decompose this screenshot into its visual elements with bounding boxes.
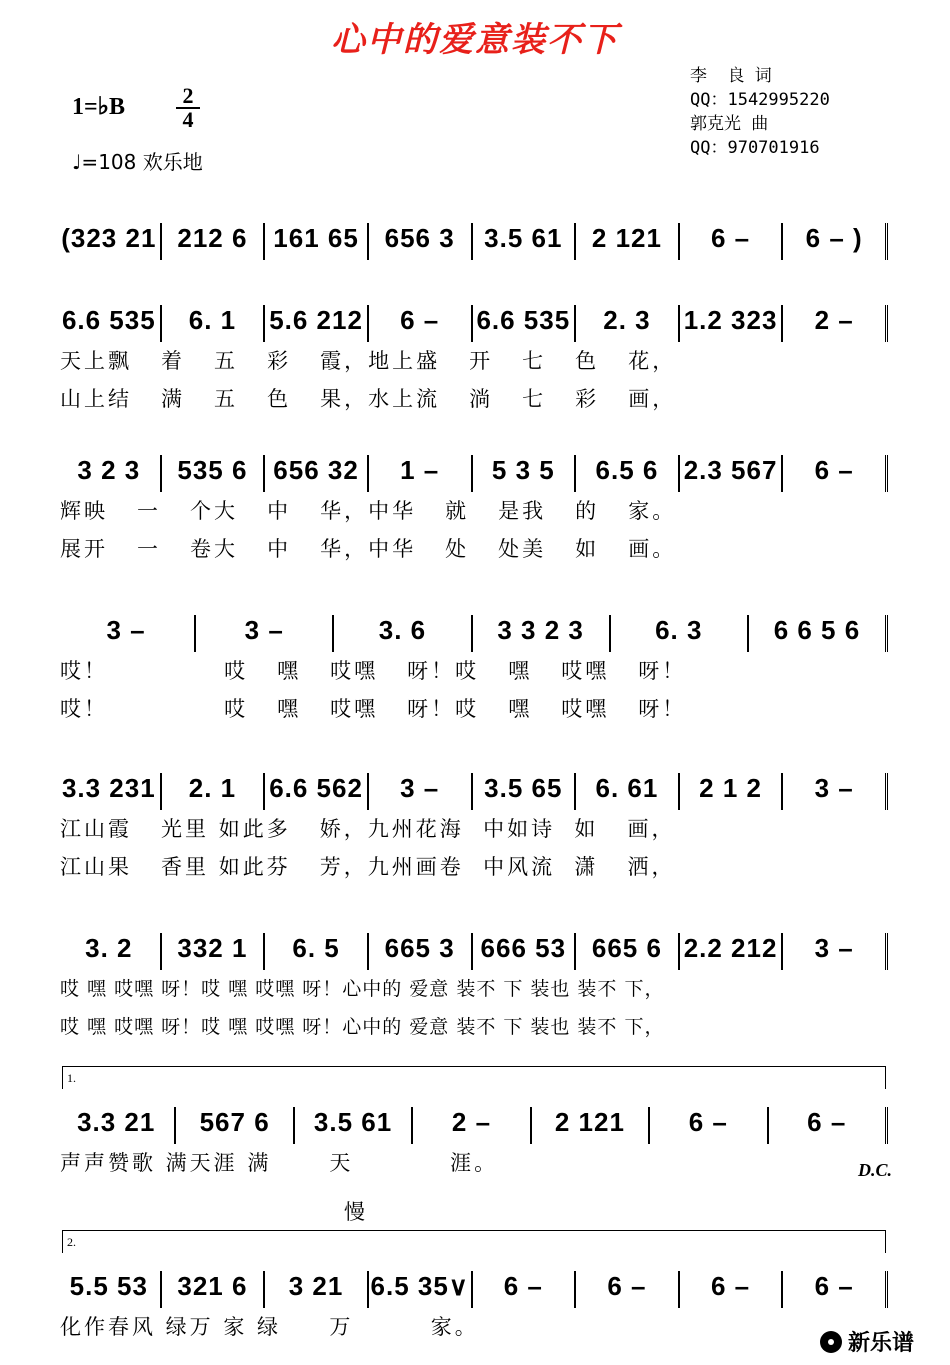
- lyric-line: 天上飘 着 五 彩 霞，地上盛 开 七 色 花，: [60, 349, 677, 373]
- time-signature: [176, 83, 200, 132]
- lyric-line: 山上结 满 五 色 果，水上流 淌 七 彩 画，: [60, 387, 677, 411]
- measure: 6.6 535: [58, 305, 162, 342]
- measure: 2 –: [413, 1107, 531, 1144]
- measure: 665 6: [576, 933, 680, 970]
- key-signature: 1=♭B: [72, 94, 126, 120]
- staff: [58, 278, 888, 342]
- measure: 567 6: [176, 1107, 294, 1144]
- measure: 212 6: [162, 223, 266, 260]
- staff: [58, 196, 888, 260]
- measure: 2.3 567: [680, 455, 784, 492]
- credits: [690, 64, 940, 160]
- measure: 2. 1: [162, 773, 266, 810]
- measure: 321 6: [162, 1271, 266, 1308]
- lyric-line: 辉映 一 个大 中 华，中华 就 是我 的 家。: [60, 499, 677, 523]
- measure: 3 21: [265, 1271, 369, 1308]
- measure: 5.6 212: [265, 305, 369, 342]
- measure: 6 6 5 6: [749, 615, 888, 652]
- measure: 3.3 231: [58, 773, 162, 810]
- measure: 666 53: [473, 933, 577, 970]
- measure: 6. 61: [576, 773, 680, 810]
- measure: 6.6 535: [473, 305, 577, 342]
- measure: 3.5 61: [473, 223, 577, 260]
- measure: 5.5 53: [58, 1271, 162, 1308]
- measure: 6 –: [783, 1271, 888, 1308]
- dc-marking: D.C.: [858, 1160, 893, 1180]
- measure: 6 –: [680, 1271, 784, 1308]
- volta-number: 2.: [67, 1235, 76, 1249]
- lyric-line: 哎 嘿 哎嘿 呀！哎 嘿 哎嘿 呀！心中的 爱意 装不 下 装也 装不 下，: [60, 1016, 665, 1038]
- measure: 6.5 35∨: [369, 1271, 473, 1308]
- measure: 3 –: [783, 773, 888, 810]
- measure: 332 1: [162, 933, 266, 970]
- measure: 3.3 21: [58, 1107, 176, 1144]
- disc-icon: [820, 1331, 842, 1353]
- measure: 2 1 2: [680, 773, 784, 810]
- lyric-line: 哎！ 哎 嘿 哎嘿 呀！哎 嘿 哎嘿 呀！: [60, 659, 687, 683]
- lyricist: 李 良 词: [690, 66, 772, 86]
- staff: [58, 746, 888, 810]
- measure: 3 –: [196, 615, 334, 652]
- measure: 3. 6: [334, 615, 472, 652]
- measure: 6. 3: [611, 615, 749, 652]
- score-system: [58, 428, 888, 568]
- volta-number: 1.: [67, 1071, 76, 1085]
- measure: 1.2 323: [680, 305, 784, 342]
- measure: 2.2 212: [680, 933, 784, 970]
- score-system: [58, 1244, 888, 1346]
- tempo-slow-marking: 慢: [344, 1200, 365, 1224]
- measure: 6 –: [680, 223, 784, 260]
- measure: 656 32: [265, 455, 369, 492]
- measure: 3 –: [783, 933, 888, 970]
- measure: 5 3 5: [473, 455, 577, 492]
- composer: 郭克光 曲: [690, 114, 769, 134]
- measure: 6 –: [576, 1271, 680, 1308]
- time-bottom: 4: [182, 107, 194, 132]
- lyric-line: 化作春风 绿万 家 绿 万 家。: [60, 1315, 479, 1339]
- measure: 665 3: [369, 933, 473, 970]
- staff: [58, 1244, 888, 1308]
- measure: 6 –: [369, 305, 473, 342]
- measure: 3. 2: [58, 933, 162, 970]
- measure: 1 –: [369, 455, 473, 492]
- logo-text: 新乐谱: [848, 1331, 915, 1356]
- lyric-line: 展开 一 卷大 中 华，中华 处 处美 如 画。: [60, 537, 677, 561]
- measure: 3 –: [58, 615, 196, 652]
- tempo-marking: ♩=108 欢乐地: [72, 150, 203, 174]
- staff: [58, 588, 888, 652]
- lyric-line: 江山果 香里 如此芬 芳，九州画卷 中风流 潇 洒，: [60, 855, 676, 879]
- measure: 6. 5: [265, 933, 369, 970]
- measure: 2 121: [576, 223, 680, 260]
- measure: 3 2 3: [58, 455, 162, 492]
- measure: 3 3 2 3: [473, 615, 611, 652]
- measure: 6. 1: [162, 305, 266, 342]
- measure: 3 –: [369, 773, 473, 810]
- score-system: [58, 588, 888, 728]
- measure: 2. 3: [576, 305, 680, 342]
- score-system: [58, 746, 888, 886]
- measure: 6 –: [769, 1107, 888, 1144]
- lyric-line: 声声赞歌 满天涯 满 天 涯。: [60, 1151, 499, 1175]
- time-top: 2: [182, 83, 194, 108]
- measure: 6 –: [783, 455, 888, 492]
- song-title: 心中的爱意装不下: [331, 20, 619, 60]
- staff: [58, 906, 888, 970]
- measure: 2 121: [532, 1107, 650, 1144]
- lyricist-qq: QQ：1542995220: [690, 90, 830, 110]
- score-system: [58, 278, 888, 418]
- composer-qq: QQ：970701916: [690, 138, 820, 158]
- measure: 6 –: [650, 1107, 768, 1144]
- staff: [58, 428, 888, 492]
- measure: 3.5 65: [473, 773, 577, 810]
- measure: 535 6: [162, 455, 266, 492]
- score-system: [58, 196, 888, 260]
- measure: 6.5 6: [576, 455, 680, 492]
- measure: (323 21: [58, 223, 162, 260]
- measure: 3.5 61: [295, 1107, 413, 1144]
- lyric-line: 哎 嘿 哎嘿 呀！哎 嘿 哎嘿 呀！心中的 爱意 装不 下 装也 装不 下，: [60, 978, 665, 1000]
- lyric-line: 哎！ 哎 嘿 哎嘿 呀！哎 嘿 哎嘿 呀！: [60, 697, 687, 721]
- score-system: [58, 906, 888, 1046]
- measure: 6 –: [473, 1271, 577, 1308]
- site-logo: [820, 1326, 914, 1357]
- measure: 6.6 562: [265, 773, 369, 810]
- measure: 6 – ): [783, 223, 888, 260]
- lyric-line: 江山霞 光里 如此多 娇，九州花海 中如诗 如 画，: [60, 817, 676, 841]
- score-system: [58, 1080, 888, 1182]
- measure: 2 –: [783, 305, 888, 342]
- staff: [58, 1080, 888, 1144]
- measure: 161 65: [265, 223, 369, 260]
- measure: 656 3: [369, 223, 473, 260]
